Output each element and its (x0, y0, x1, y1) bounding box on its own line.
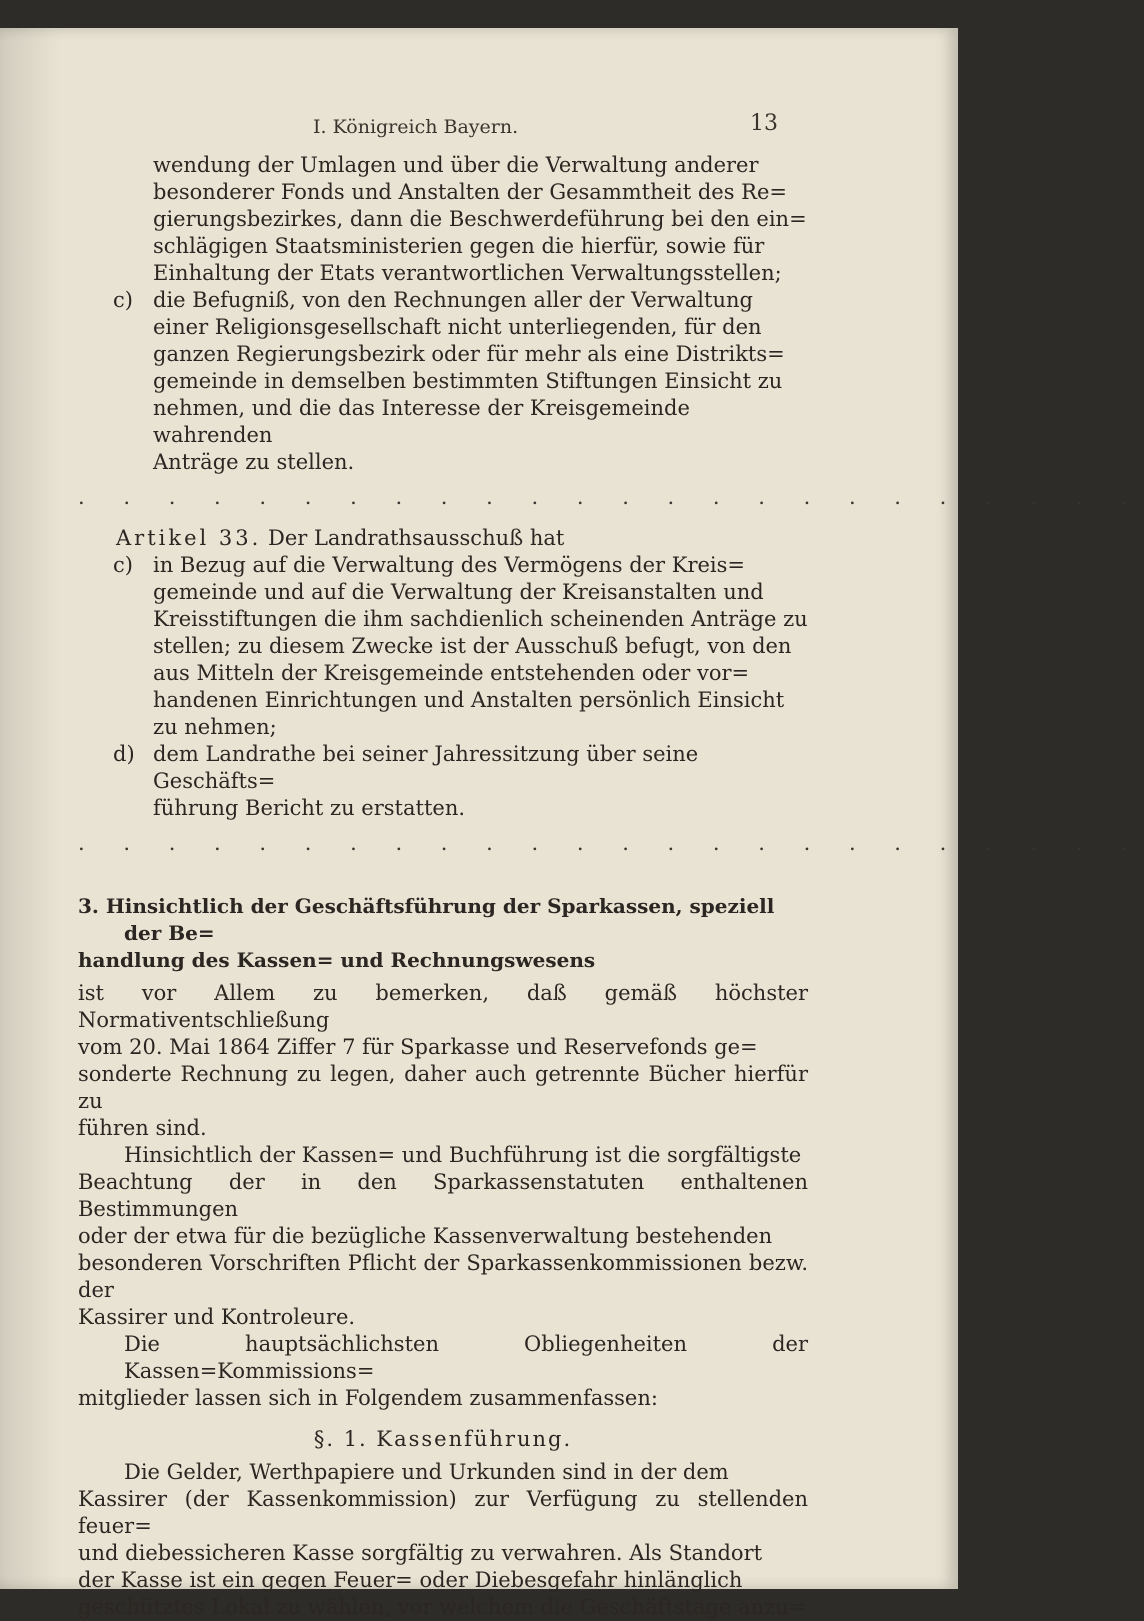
text-line: Die hauptsächlichsten Obliegenheiten der Kassen=Kommissions= (124, 1332, 808, 1383)
text-line: besonderer Fonds und Anstalten der Gesammtheit des Re= (153, 180, 788, 204)
text-line: einer Religionsgesellschaft nicht unterliegenden, für den (153, 315, 762, 339)
paragraph (78, 980, 808, 1142)
text-line: oder der etwa für die bezügliche Kassenverwaltung bestehenden (78, 1224, 773, 1248)
text-line: die Befugniß, von den Rechnungen aller der Verwaltung (153, 288, 753, 312)
list-item-c-second (105, 552, 808, 741)
article-label: Artikel 33. (116, 526, 262, 550)
ellipsis-separator: . . . . . . . . . . . . . . . . . . . . . . . . (78, 831, 1144, 855)
text-line: führen sind. (78, 1116, 207, 1140)
text-line: Kassirer und Kontroleure. (78, 1305, 356, 1329)
text-line: mitglieder lassen sich in Folgendem zusammenfassen: (78, 1386, 658, 1410)
list-marker: c) (113, 553, 133, 577)
text-line: Die Gelder, Werthpapiere und Urkunden sind in der dem (124, 1460, 729, 1484)
page-gutter-shadow (0, 28, 60, 1589)
ellipsis-separator: . . . . . . . . . . . . . . . . . . . . . . . . (78, 485, 1144, 509)
page-content (78, 110, 1144, 1621)
text-line: und diebessicheren Kasse sorgfältig zu verwahren. Als Standort (78, 1541, 763, 1565)
list-item-d (105, 741, 808, 822)
text-line: Einhaltung der Etats verantwortlichen Verwaltungsstellen; (153, 261, 782, 285)
text-line: schlägigen Staatsministerien gegen die hierfür, sowie für (153, 234, 765, 258)
text-line: Hinsichtlich der Kassen= und Buchführung ist die sorgfältigste (124, 1143, 802, 1167)
text-line: gierungsbezirkes, dann die Beschwerdeführung bei den ein= (153, 207, 807, 231)
text-line: Beachtung der in den Sparkassenstatuten enthaltenen Bestimmungen (78, 1170, 808, 1221)
text-line: in Bezug auf die Verwaltung des Vermögens der Kreis= (153, 553, 746, 577)
page-header (78, 110, 808, 140)
list-item-c-first (105, 287, 808, 476)
text-line: ganzen Regierungsbezirk oder für mehr als eine Distrikts= (153, 342, 785, 366)
text-line: geschütztes Lokal zu wählen, vor welchem die Geschäftstage anzu= (78, 1595, 807, 1619)
article-text: Der Landrathsausschuß hat (268, 526, 565, 550)
text-line: stellen; zu diesem Zwecke ist der Ausschuß befugt, von den (153, 634, 792, 658)
running-head: I. Königreich Bayern. (313, 116, 519, 138)
text-line: gemeinde in demselben bestimmten Stiftungen Einsicht zu (153, 369, 783, 393)
text-line: ist vor Allem zu bemerken, daß gemäß höchster Normativentschließung (78, 981, 808, 1032)
page-number: 13 (750, 111, 778, 136)
text-line: gemeinde und auf die Verwaltung der Kreisanstalten und (153, 580, 764, 604)
text-line: führung Bericht zu erstatten. (153, 796, 466, 820)
text-line: dem Landrathe bei seiner Jahressitzung über seine Geschäfts= (153, 742, 699, 793)
text-line: zu nehmen; (153, 715, 277, 739)
subsection-heading: §. 1. Kassenführung. (313, 1427, 573, 1451)
text-line: besonderen Vorschriften Pflicht der Sparkassenkommissionen bezw. der (78, 1251, 808, 1302)
text-line: vom 20. Mai 1864 Ziffer 7 für Sparkasse und Reservefonds ge= (78, 1035, 758, 1059)
text-line: Kreisstiftungen die ihm sachdienlich scheinenden Anträge zu (153, 607, 808, 631)
paragraph (78, 1331, 808, 1412)
continued-paragraph (153, 152, 808, 287)
list-marker: c) (113, 288, 133, 312)
text-line: Kassirer (der Kassenkommission) zur Verfügung zu stellenden feuer= (78, 1487, 808, 1538)
heading-line: 3. Hinsichtlich der Geschäftsführung der Sparkassen, speziell der Be= (78, 894, 775, 945)
heading-line: handlung des Kassen= und Rechnungswesens (78, 948, 596, 972)
text-line: nehmen, und die das Interesse der Kreisgemeinde wahrenden (153, 396, 690, 447)
text-line: handenen Einrichtungen und Anstalten persönlich Einsicht (153, 688, 785, 712)
list-marker: d) (113, 742, 135, 766)
text-line: sonderte Rechnung zu legen, daher auch getrennte Bücher hierfür zu (78, 1062, 808, 1113)
text-line: wendung der Umlagen und über die Verwaltung anderer (153, 153, 759, 177)
paragraph (78, 1459, 808, 1621)
article-heading (116, 525, 808, 552)
section-heading (78, 893, 808, 974)
text-line: aus Mitteln der Kreisgemeinde entstehenden oder vor= (153, 661, 750, 685)
paragraph (78, 1142, 808, 1331)
text-line: der Kasse ist ein gegen Feuer= oder Diebesgefahr hinlänglich (78, 1568, 743, 1592)
text-line: Anträge zu stellen. (153, 450, 355, 474)
